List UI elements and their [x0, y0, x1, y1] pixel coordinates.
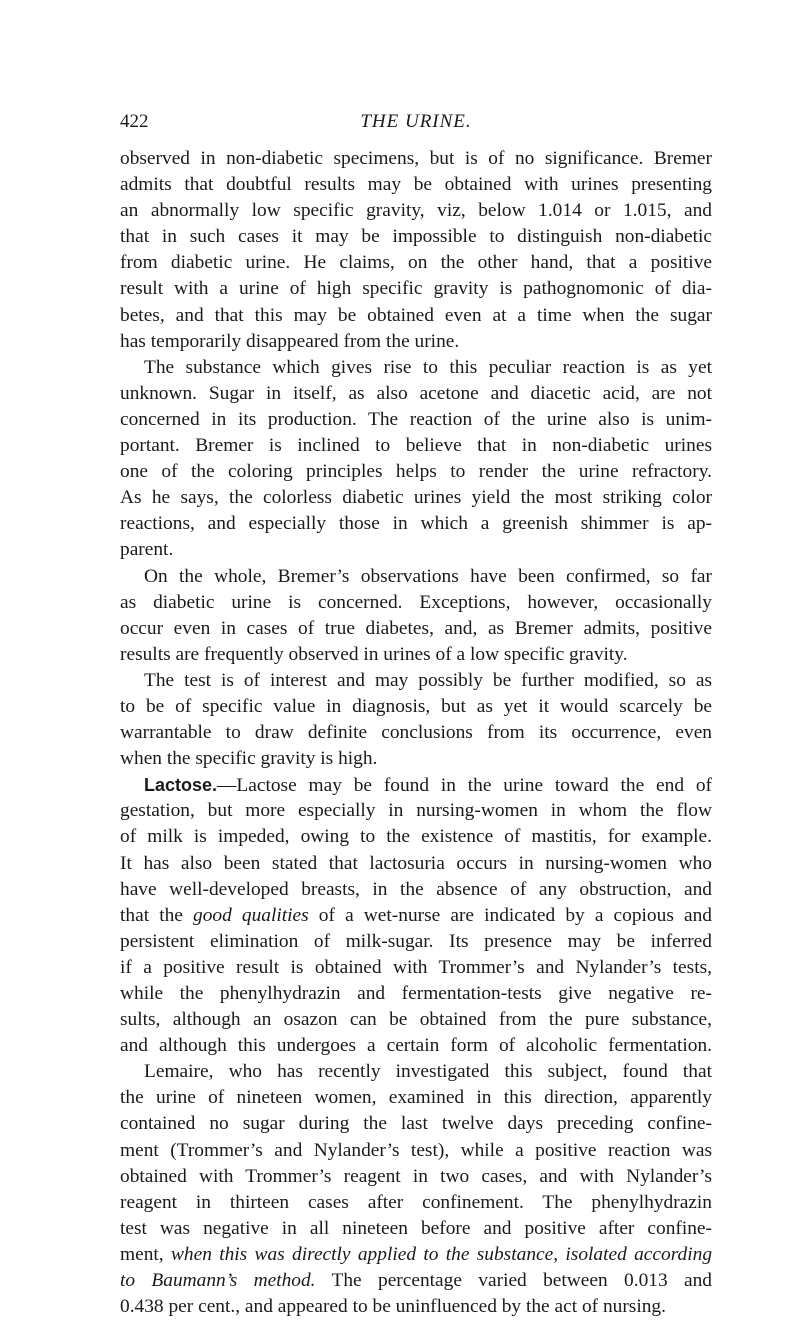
text-line [120, 355, 712, 381]
text-line [120, 642, 712, 668]
text-line [120, 250, 712, 276]
text-line [120, 668, 712, 694]
running-head [120, 108, 712, 136]
italic-text: to Baumann’s method. [120, 1270, 316, 1292]
text-line [120, 694, 712, 720]
text-line [120, 511, 712, 537]
body-text [120, 146, 712, 1320]
running-title: THE URINE. [360, 111, 472, 132]
text-line [120, 1138, 712, 1164]
text-line [120, 1111, 712, 1137]
text-line [120, 407, 712, 433]
text-segment: have well-developed breasts, in the absence of any obstruction, and [120, 878, 712, 900]
text-segment: persistent elimination of milk-sugar. Its presence may be inferred [120, 930, 712, 952]
text-line [120, 1085, 712, 1111]
text-line [120, 616, 712, 642]
text-line [120, 537, 712, 563]
text-line [120, 1033, 712, 1059]
text-segment: of milk is impeded, owing to the existence of mastitis, for example. [120, 826, 712, 848]
text-segment: as diabetic urine is concerned. Exceptions, however, occasionally [120, 591, 712, 613]
text-line [120, 720, 712, 746]
text-segment: The percentage varied between 0.013 and [315, 1270, 712, 1292]
text-line [120, 276, 712, 302]
text-line [120, 746, 712, 772]
text-segment: admits that doubtful results may be obtained with urines presenting [120, 174, 712, 196]
text-line [120, 459, 712, 485]
text-segment: parent. [120, 539, 174, 561]
text-segment: and although this undergoes a certain form of alcoholic fermentation. [120, 1035, 712, 1057]
text-line [120, 1268, 712, 1294]
text-segment: The substance which gives rise to this peculiar reaction is as yet [144, 356, 712, 378]
text-segment: that the [120, 904, 193, 926]
text-segment: while the phenylhydrazin and fermentation-tests give negative re- [120, 983, 712, 1004]
text-line [120, 1216, 712, 1242]
text-line [120, 1242, 712, 1268]
text-segment: gestation, but more especially in nursing-women in whom the flow [120, 800, 712, 822]
text-line [120, 1007, 712, 1033]
text-segment: if a positive result is obtained with Trommer’s and Nylander’s tests, [120, 956, 712, 978]
text-line [120, 303, 712, 329]
text-segment: result with a urine of high specific gravity is pathognomonic of dia- [120, 278, 712, 300]
text-line [120, 877, 712, 903]
text-segment: Lemaire, who has recently investigated this subject, found that [144, 1061, 712, 1083]
text-line [120, 798, 712, 824]
text-line [120, 1190, 712, 1216]
text-line [120, 851, 712, 877]
text-line [120, 433, 712, 459]
text-segment: obtained with Trommer’s reagent in two cases, and with Nylander’s [120, 1165, 712, 1187]
text-segment: has temporarily disappeared from the urine. [120, 330, 460, 352]
text-segment: 0.438 per cent., and appeared to be uninfluenced by the act of nursing. [120, 1296, 666, 1318]
italic-text: good qualities [193, 904, 309, 926]
text-line [120, 903, 712, 929]
text-segment: ment, [120, 1243, 171, 1265]
text-segment: unknown. Sugar in itself, as also acetone and diacetic acid, are not [120, 382, 712, 404]
text-line [120, 198, 712, 224]
text-segment: sults, although an osazon can be obtained from the pure substance, [120, 1009, 712, 1031]
text-segment: occur even in cases of true diabetes, and, as Bremer admits, positive [120, 617, 712, 639]
text-line [120, 329, 712, 355]
text-line [120, 1294, 712, 1320]
text-line [120, 564, 712, 590]
text-line [120, 1059, 712, 1085]
text-segment: betes, and that this may be obtained even at a time when the sugar [120, 304, 712, 326]
text-line [120, 824, 712, 850]
text-line [120, 1164, 712, 1190]
text-segment: test was negative in all nineteen before and positive after confine- [120, 1217, 712, 1239]
text-line [120, 981, 712, 1007]
text-segment: On the whole, Bremer’s observations have been confirmed, so far [144, 565, 712, 587]
text-segment: ment (Trommer’s and Nylander’s test), while a positive reaction was [120, 1139, 712, 1161]
text-line [120, 224, 712, 250]
text-segment: The test is of interest and may possibly be further modified, so as [144, 669, 712, 691]
text-segment: It has also been stated that lactosuria occurs in nursing-women who [120, 852, 712, 874]
text-line [120, 381, 712, 407]
text-segment: the urine of nineteen women, examined in this direction, apparently [120, 1087, 712, 1109]
text-segment: one of the coloring principles helps to render the urine refractory. [120, 461, 712, 483]
text-segment: portant. Bremer is inclined to believe that in non-diabetic urines [120, 435, 712, 457]
text-line [120, 955, 712, 981]
text-segment: reagent in thirteen cases after confinement. The phenylhydrazin [120, 1191, 712, 1213]
text-line [120, 772, 712, 798]
italic-text: when this was directly applied to the substance, isolated according [170, 1243, 713, 1265]
text-segment: As he says, the colorless diabetic urines yield the most striking color [120, 487, 712, 509]
text-line [120, 172, 712, 198]
text-segment: warrantable to draw definite conclusions from its occurrence, even [120, 722, 712, 744]
text-line [120, 590, 712, 616]
text-line [120, 485, 712, 511]
section-heading: Lactose. [144, 775, 218, 796]
text-line [120, 929, 712, 955]
text-segment: —Lactose may be found in the urine toward the end of [217, 775, 712, 797]
text-segment: an abnormally low specific gravity, viz, below 1.014 or 1.015, and [120, 200, 712, 222]
text-segment: concerned in its production. The reaction of the urine also is unim- [120, 408, 712, 430]
text-segment: observed in non-diabetic specimens, but is of no significance. Bremer [120, 148, 712, 169]
text-segment: from diabetic urine. He claims, on the other hand, that a positive [120, 252, 712, 274]
text-segment: to be of specific value in diagnosis, but as yet it would scarcely be [120, 695, 712, 717]
text-segment: contained no sugar during the last twelve days preceding confine- [120, 1113, 712, 1135]
text-segment: when the specific gravity is high. [120, 748, 378, 770]
text-segment: that in such cases it may be impossible to distinguish non-diabetic [120, 226, 712, 248]
page-number: 422 [120, 111, 149, 132]
text-segment: results are frequently observed in urines of a low specific gravity. [120, 643, 628, 665]
text-segment: reactions, and especially those in which a greenish shimmer is ap- [120, 513, 712, 535]
text-segment: of a wet-nurse are indicated by a copious and [308, 904, 712, 926]
text-line [120, 146, 712, 172]
